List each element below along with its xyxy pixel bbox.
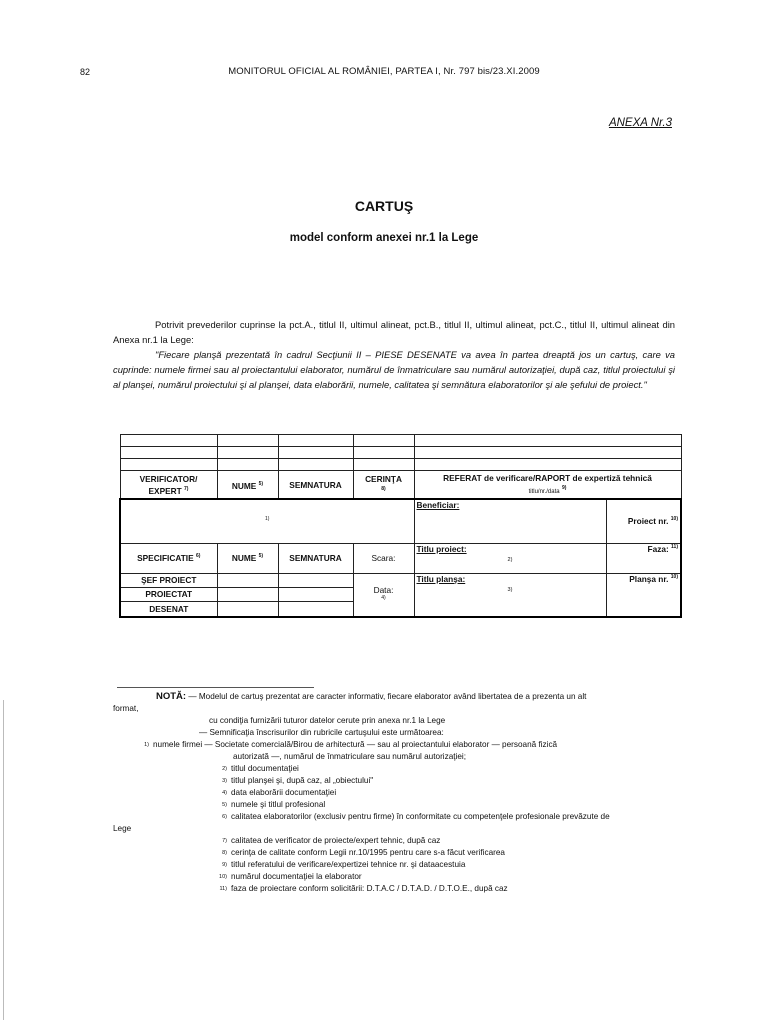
note-item [113,739,683,751]
note-text: numărul documentaţiei la elaborator [231,872,362,881]
cartus-table [119,434,682,618]
firm-cell: 1) [120,499,414,543]
running-header: MONITORUL OFICIAL AL ROMÂNIEI, PARTEA I, Nr. 797 bis/23.XI.2009 [228,66,540,77]
note-text: autorizată —, numărul de înmatriculare sau numărul autorizaţiei; [233,752,466,761]
scan-edge-mark [3,700,4,1020]
note-number: 9) [222,862,227,868]
notes-section [113,691,683,895]
note-text: titlul referatului de verificare/expertizei tehnice nr. şi dataacestuia [231,860,466,869]
intro-paragraph: Potrivit prevederilor cuprinse la pct.A., titlul II, ultimul alineat, pct.B., titlul II, ultimul alineat, pct.C., titlul II, ultimul alineat din Anexa nr.1 la Lege: [113,319,675,345]
note-item [113,835,683,847]
referat-header: REFERAT de verificare/RAPORT de expertiză tehnică titlu/nr./data $^{9)}$ [414,471,681,500]
specificatie-header: SPECIFICATIE $^{6)}$ [120,543,217,573]
note-line: Lege [113,824,132,833]
plansa-nr-cell: Planşa nr. $^{10)}$ [606,573,681,617]
intro-quote: "Fiecare planşă prezentată în cadrul Secţiunii II – PIESE DESENATE va avea în partea dreaptă jos un cartuş, care va cuprinde: numele firmei sau al proiectantului elaborator, numărul de înmatriculare sau numărul autorizaţiei, după caz, titlul proiectului şi al planşei, numărul proiectului şi al planşei, data elaborării, numele, calitatea şi semnătura elaboratorilor şi ale şefului de proiect." [113,349,675,390]
proiect-nr-cell: Proiect nr. $^{10)}$ [606,499,681,543]
desenat-label: DESENAT [120,601,217,617]
semnatura-header: SEMNATURA [278,471,353,500]
sef-proiect-label: ŞEF PROIECT [120,573,217,587]
titlu-plansa-cell: Titlu planşa: 3) [414,573,606,617]
note-text: calitatea elaboratorilor (exclusiv pentru firme) în conformitate cu competenţele profesionale prevăzute de [231,812,610,821]
beneficiar-cell: Beneficiar: [414,499,606,543]
titlu-proiect-cell: Titlu proiect: 2) [414,543,606,573]
verificator-header: VERIFICATOR/ EXPERT $^{7)}$ [120,471,217,500]
note-text: faza de proiectare conform solicitării: D.T.A.C / D.T.A.D. / D.T.O.E., după caz [231,884,508,893]
note-text: calitatea de verificator de proiecte/expert tehnic, după caz [231,836,441,845]
table-row [120,459,681,471]
table-row [120,499,681,543]
note-text: titlul documentaţiei [231,764,299,773]
note-number: 1) [144,742,149,748]
note-number: 2) [222,766,227,772]
note-line: cu condiţia furnizării tuturor datelor cerute prin anexa nr.1 la Lege [209,716,446,725]
note-item [113,859,683,871]
note-item [113,871,683,883]
note-item [113,775,683,787]
note-text: cerinţa de calitate conform Legii nr.10/1995 pentru care s-a făcut verificarea [231,848,505,857]
note-line: — Semnificaţia înscrisurilor din rubricile cartuşului este următoarea: [199,728,444,737]
table-row [120,435,681,447]
note-text: numele şi titlul profesional [231,800,326,809]
document-subtitle: model conform anexei nr.1 la Lege [289,232,479,244]
note-item [113,799,683,811]
note-number: 3) [222,778,227,784]
document-title: CARTUŞ [354,198,414,214]
page-number: 82 [80,67,91,77]
note-item [113,811,683,823]
nume-header: NUME $^{5)}$ [217,471,278,500]
note-number: 7) [222,838,227,844]
divider [117,687,314,688]
table-row [120,543,681,573]
note-item [113,787,683,799]
nume-header: NUME $^{5)}$ [217,543,278,573]
intro-text [113,317,675,392]
proiectat-label: PROIECTAT [120,587,217,601]
annex-label: ANEXA Nr.3 [608,117,672,129]
table-row [120,447,681,459]
note-number: 5) [222,802,227,808]
note-item [113,763,683,775]
table-row [120,573,681,587]
note-number: 6) [222,814,227,820]
note-text: titlul planşei şi, după caz, al „obiectului" [231,776,374,785]
note-line: NOTĂ: — Modelul de cartuş prezentat are caracter informativ, fiecare elaborator având libertatea de a prezenta un alt [156,691,587,702]
semnatura-header: SEMNATURA [278,543,353,573]
note-number: 8) [222,850,227,856]
note-text: data elaborării documentaţiei [231,788,337,797]
note-text: numele firmei — Societate comercială/Birou de arhitectură — sau al proiectantului elaborator — persoană fizică [153,740,558,749]
scara-cell: Scara: [353,543,414,573]
note-number: 10) [219,874,227,880]
data-cell: Data: $^{4)}$ [353,573,414,617]
note-line: format, [113,704,139,713]
faza-cell: Faza: $^{11)}$ [606,543,681,573]
note-number: 11) [219,886,227,892]
table-row [120,471,681,500]
note-number: 4) [222,790,227,796]
note-item [113,751,683,763]
note-item [113,847,683,859]
note-item [113,883,683,895]
cerinta-header: CERINŢA $^{8)}$ [353,471,414,500]
